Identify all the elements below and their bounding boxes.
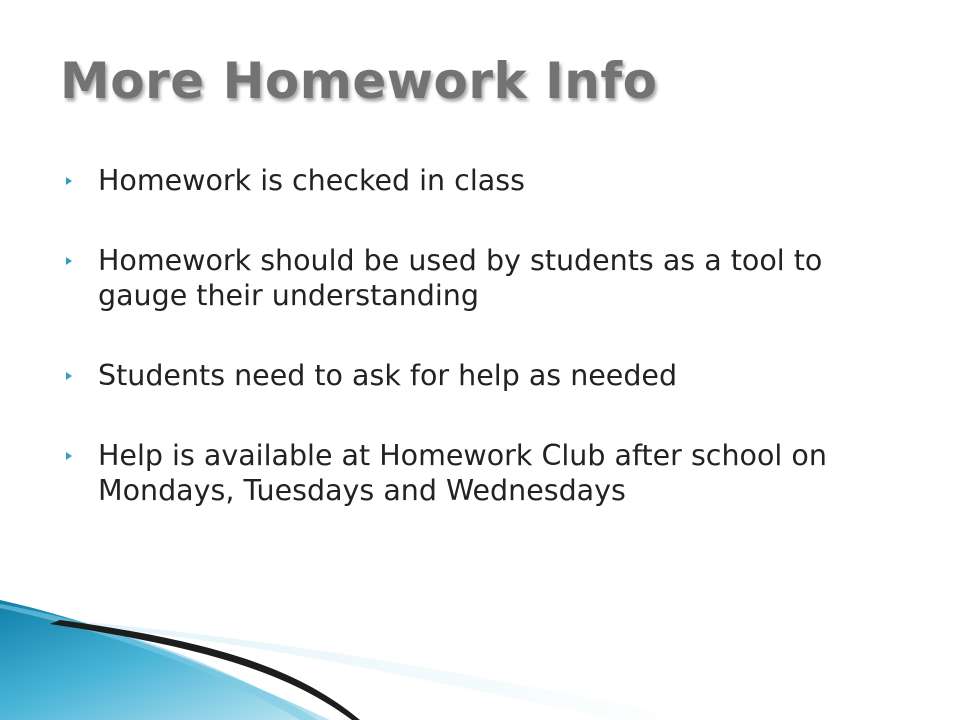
- bullet-item: [66, 358, 896, 393]
- slide-title: More Homework Info: [60, 52, 658, 110]
- bullet-arrow-icon: [66, 177, 72, 185]
- bullet-text: Homework is checked in class: [98, 164, 525, 197]
- bullet-text: Homework should be used by students as a tool to gauge their understanding: [98, 244, 823, 312]
- bullet-arrow-icon: [66, 452, 72, 460]
- bullet-arrow-icon: [66, 372, 72, 380]
- bullet-item: [66, 163, 896, 198]
- bullet-text: Students need to ask for help as needed: [98, 359, 678, 392]
- bullet-item: [66, 243, 896, 313]
- bullet-arrow-icon: [66, 257, 72, 265]
- bullet-item: [66, 438, 896, 508]
- bullet-list: [66, 163, 896, 553]
- bottom-wave-decoration: [0, 560, 960, 720]
- bullet-text: Help is available at Homework Club after school on Mondays, Tuesdays and Wednesdays: [98, 439, 827, 507]
